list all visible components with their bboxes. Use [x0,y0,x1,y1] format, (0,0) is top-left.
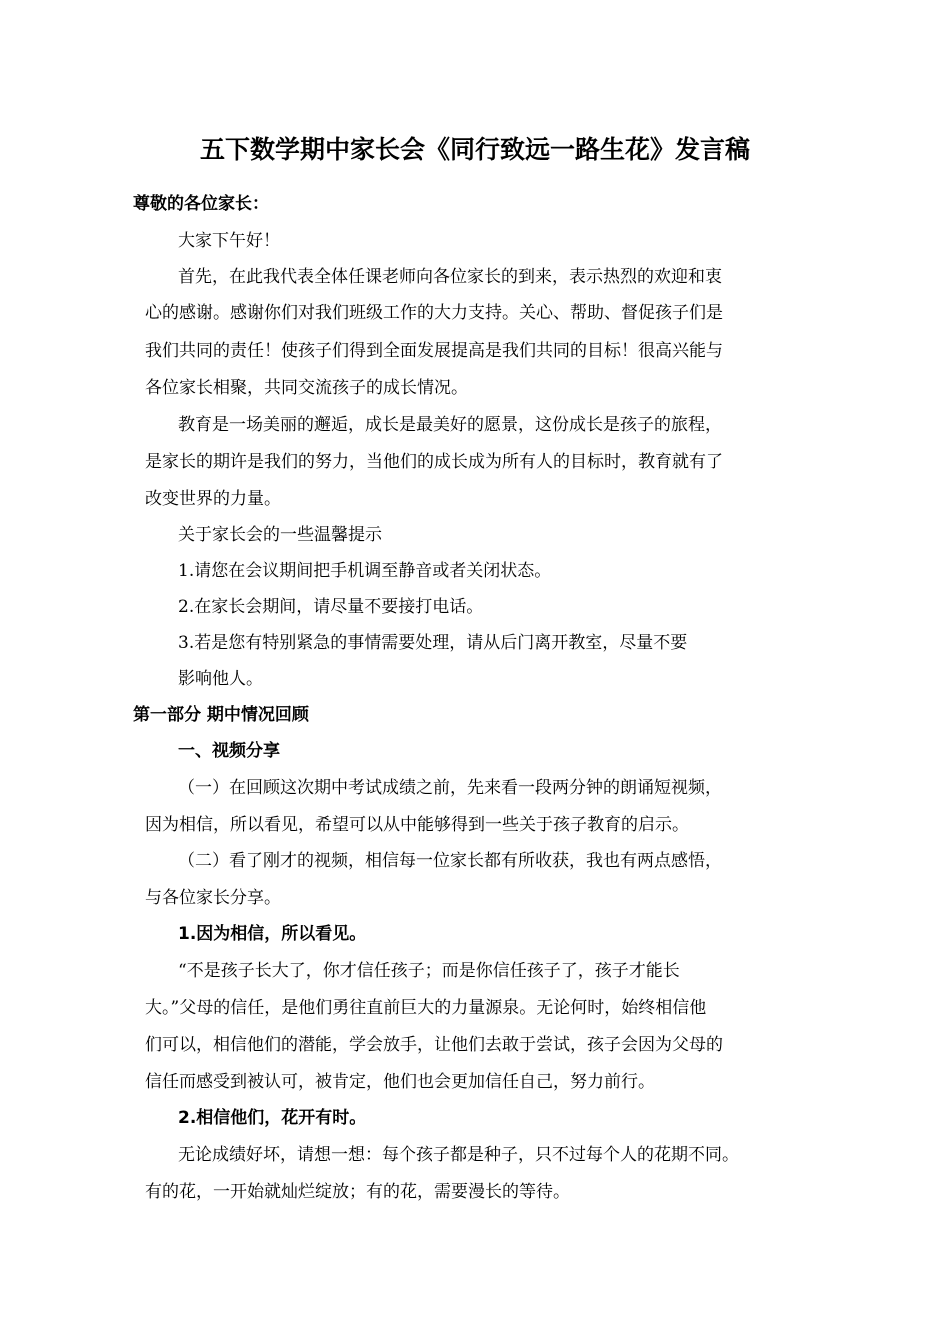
subsection-heading: 一、视频分享 [178,741,280,761]
paragraph-line: 大。”父母的信任，是他们勇往直前巨大的力量源泉。无论何时，始终相信他 [145,998,707,1018]
paragraph-line: 各位家长相聚，共同交流孩子的成长情况。 [145,378,468,398]
point-heading: 1.因为相信，所以看见。 [178,924,367,944]
paragraph-line: 首先，在此我代表全体任课老师向各位家长的到来，表示热烈的欢迎和衷 [178,267,722,287]
tip-item: 影响他人。 [178,669,263,689]
document-title: 五下数学期中家长会《同行致远一路生花》发言稿 [199,135,750,164]
paragraph-line: （一）在回顾这次期中考试成绩之前，先来看一段两分钟的朗诵短视频， [178,778,722,798]
point-heading: 2.相信他们，花开有时。 [178,1108,367,1128]
paragraph-line: 是家长的期许是我们的努力，当他们的成长成为所有人的目标时，教育就有了 [145,452,723,472]
salutation: 尊敬的各位家长： [133,194,269,214]
paragraph-line: 因为相信，所以看见，希望可以从中能够得到一些关于孩子教育的启示。 [145,815,689,835]
tips-heading: 关于家长会的一些温馨提示 [178,525,382,545]
paragraph-line: 心的感谢。感谢你们对我们班级工作的大力支持。关心、帮助、督促孩子们是 [145,303,723,323]
paragraph-line: 与各位家长分享。 [145,888,281,908]
paragraph-line: 无论成绩好坏，请想一想：每个孩子都是种子，只不过每个人的花期不同。 [178,1145,739,1165]
tip-item: 3.若是您有特别紧急的事情需要处理，请从后门离开教室，尽量不要 [178,633,688,653]
paragraph-line: “不是孩子长大了，你才信任孩子；而是你信任孩子了，孩子才能长 [178,961,680,981]
greeting: 大家下午好！ [178,231,280,251]
paragraph-line: 信任而感受到被认可，被肯定，他们也会更加信任自己，努力前行。 [145,1072,655,1092]
paragraph-line: 我们共同的责任！使孩子们得到全面发展提高是我们共同的目标！很高兴能与 [145,341,723,361]
paragraph-line: 有的花，一开始就灿烂绽放；有的花，需要漫长的等待。 [145,1182,570,1202]
paragraph-line: 改变世界的力量。 [145,489,281,509]
paragraph-line: 教育是一场美丽的邂逅，成长是最美好的愿景，这份成长是孩子的旅程， [178,415,722,435]
tip-item: 1.请您在会议期间把手机调至静音或者关闭状态。 [178,561,552,581]
paragraph-line: 们可以，相信他们的潜能，学会放手，让他们去敢于尝试，孩子会因为父母的 [145,1035,723,1055]
section-heading: 第一部分 期中情况回顾 [133,705,309,725]
paragraph-line: （二）看了刚才的视频，相信每一位家长都有所收获，我也有两点感悟， [178,851,722,871]
tip-item: 2.在家长会期间，请尽量不要接打电话。 [178,597,484,617]
